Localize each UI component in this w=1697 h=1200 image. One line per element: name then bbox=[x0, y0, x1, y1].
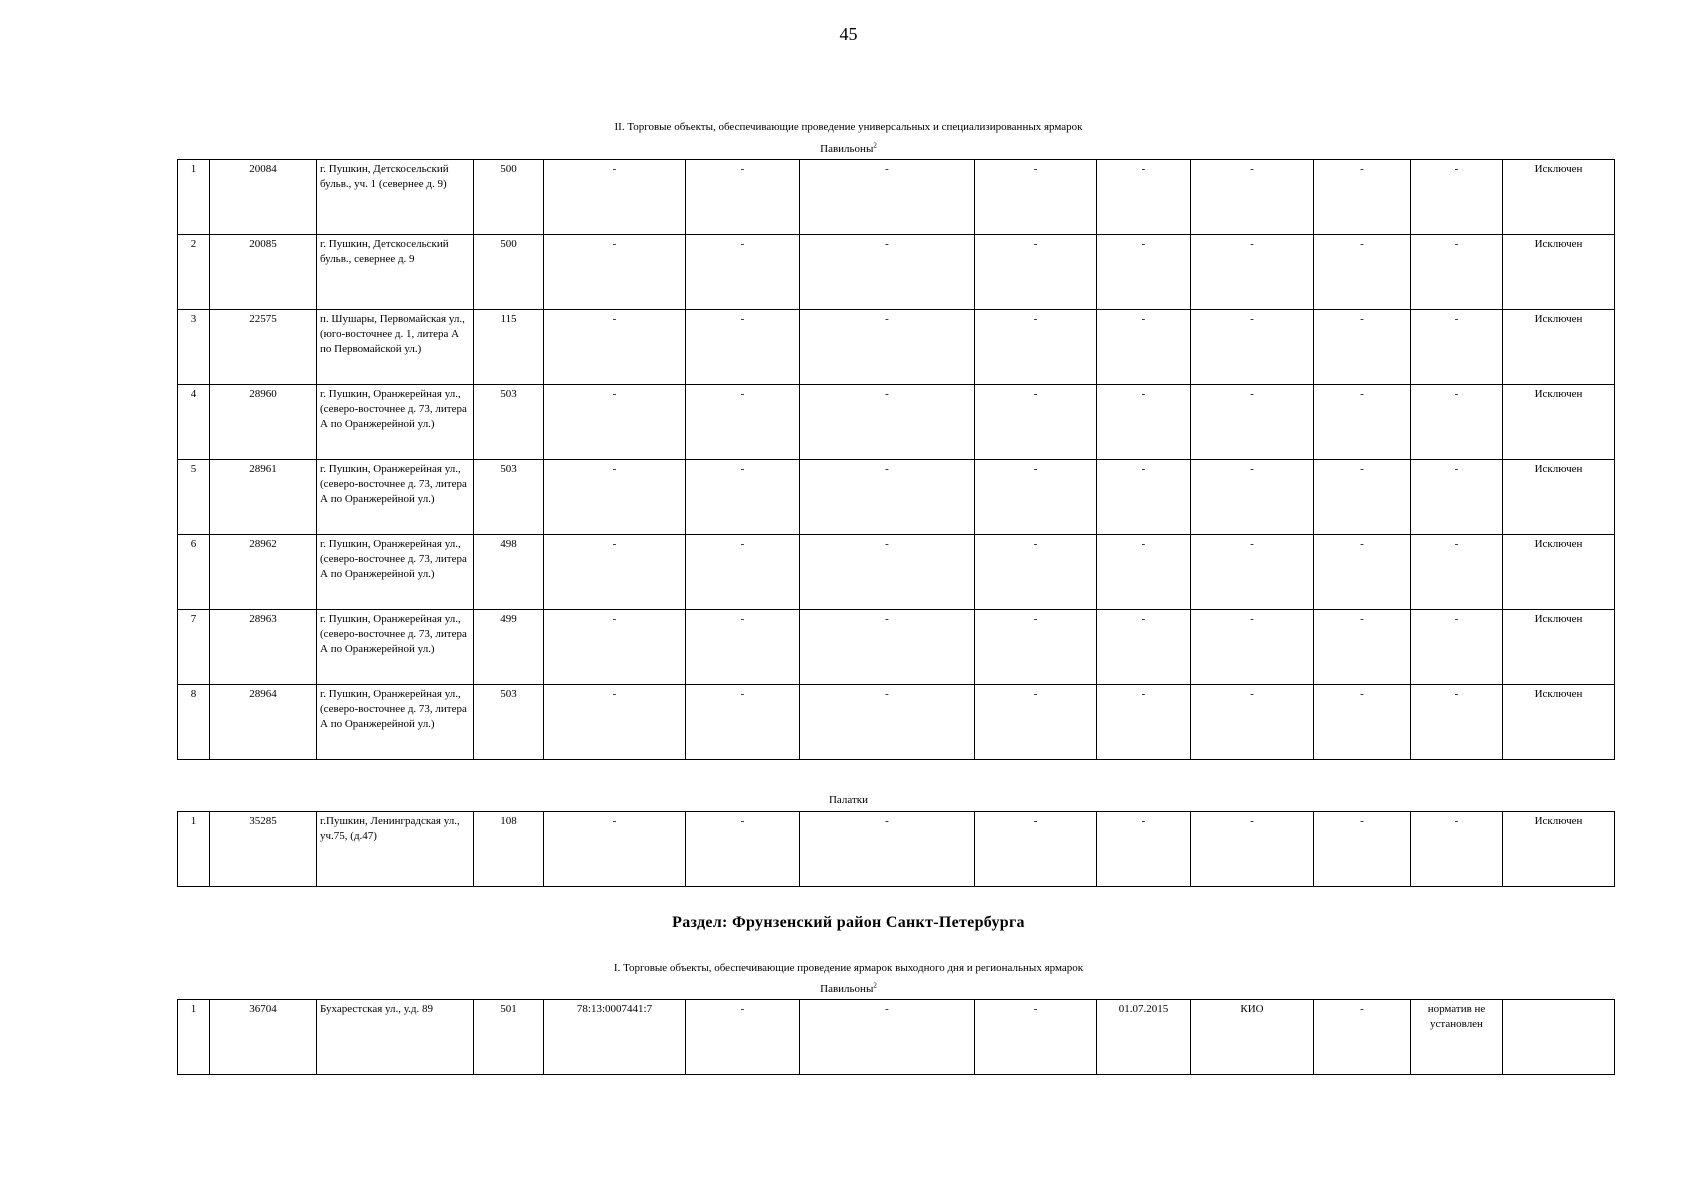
area-cell: 115 bbox=[474, 310, 544, 385]
row-number: 3 bbox=[178, 310, 210, 385]
row-number: 5 bbox=[178, 460, 210, 535]
row-number: 6 bbox=[178, 535, 210, 610]
col-6-cell: - bbox=[686, 385, 800, 460]
col-10-cell: - bbox=[1191, 460, 1314, 535]
address-cell: г. Пушкин, Оранжерейная ул., (северо-восточнее д. 73, литера А по Оранжерейной ул.) bbox=[317, 460, 474, 535]
address-cell: п. Шушары, Первомайская ул., (юго-восточнее д. 1, литера А по Первомайской ул.) bbox=[317, 310, 474, 385]
col-6-cell: - bbox=[686, 685, 800, 760]
col-10-cell: КИО bbox=[1191, 1000, 1314, 1075]
table-row bbox=[178, 160, 1615, 235]
col-9-cell: - bbox=[1097, 460, 1191, 535]
table-row bbox=[178, 1000, 1615, 1075]
col-9-cell: - bbox=[1097, 685, 1191, 760]
table-row bbox=[178, 385, 1615, 460]
col-8-cell: - bbox=[975, 535, 1097, 610]
col-9-cell: - bbox=[1097, 812, 1191, 887]
col-11-cell: - bbox=[1314, 685, 1411, 760]
footnote-mark-2: 2 bbox=[873, 981, 877, 990]
col-9-cell: - bbox=[1097, 610, 1191, 685]
col-6-cell: - bbox=[686, 535, 800, 610]
table-row bbox=[178, 310, 1615, 385]
col-6-cell: - bbox=[686, 235, 800, 310]
col-7-cell: - bbox=[800, 610, 975, 685]
col-8-cell: - bbox=[975, 235, 1097, 310]
table-row bbox=[178, 460, 1615, 535]
col-11-cell: - bbox=[1314, 1000, 1411, 1075]
col-10-cell: - bbox=[1191, 310, 1314, 385]
col-5-cell: - bbox=[544, 460, 686, 535]
area-cell: 503 bbox=[474, 460, 544, 535]
col-10-cell: - bbox=[1191, 685, 1314, 760]
col-10-cell: - bbox=[1191, 812, 1314, 887]
object-id: 28960 bbox=[210, 385, 317, 460]
col-12-cell: - bbox=[1411, 235, 1503, 310]
pavilions-caption-2 bbox=[0, 983, 1697, 995]
row-number: 7 bbox=[178, 610, 210, 685]
col-11-cell: - bbox=[1314, 460, 1411, 535]
row-number: 1 bbox=[178, 160, 210, 235]
col-8-cell: - bbox=[975, 160, 1097, 235]
col-11-cell: - bbox=[1314, 235, 1411, 310]
address-cell: Бухарестская ул., у.д. 89 bbox=[317, 1000, 474, 1075]
section-caption-ii: II. Торговые объекты, обеспечивающие проведение универсальных и специализированных ярмарок bbox=[614, 121, 1083, 133]
col-8-cell: - bbox=[975, 310, 1097, 385]
status-cell: Исключен bbox=[1503, 812, 1615, 887]
col-8-cell: - bbox=[975, 610, 1097, 685]
col-9-cell: - bbox=[1097, 160, 1191, 235]
address-cell: г. Пушкин, Оранжерейная ул., (северо-восточнее д. 73, литера А по Оранжерейной ул.) bbox=[317, 685, 474, 760]
table-row bbox=[178, 535, 1615, 610]
col-5-cell: - bbox=[544, 385, 686, 460]
col-6-cell: - bbox=[686, 160, 800, 235]
object-id: 28961 bbox=[210, 460, 317, 535]
col-11-cell: - bbox=[1314, 812, 1411, 887]
address-cell: г. Пушкин, Оранжерейная ул., (северо-восточнее д. 73, литера А по Оранжерейной ул.) bbox=[317, 385, 474, 460]
area-cell: 499 bbox=[474, 610, 544, 685]
col-9-cell: - bbox=[1097, 535, 1191, 610]
address-cell: г.Пушкин, Ленинградская ул., уч.75, (д.47) bbox=[317, 812, 474, 887]
col-5-cell: - bbox=[544, 610, 686, 685]
col-7-cell: - bbox=[800, 1000, 975, 1075]
col-9-cell: - bbox=[1097, 310, 1191, 385]
row-number: 8 bbox=[178, 685, 210, 760]
area-cell: 498 bbox=[474, 535, 544, 610]
col-11-cell: - bbox=[1314, 535, 1411, 610]
col-10-cell: - bbox=[1191, 610, 1314, 685]
col-10-cell: - bbox=[1191, 235, 1314, 310]
col-6-cell: - bbox=[686, 310, 800, 385]
status-cell: Исключен bbox=[1503, 535, 1615, 610]
section-caption-i: I. Торговые объекты, обеспечивающие проведение ярмарок выходного дня и региональных ярмарок bbox=[613, 962, 1084, 974]
col-10-cell: - bbox=[1191, 160, 1314, 235]
col-5-cell: - bbox=[544, 535, 686, 610]
col-7-cell: - bbox=[800, 160, 975, 235]
address-cell: г. Пушкин, Оранжерейная ул., (северо-восточнее д. 73, литера А по Оранжерейной ул.) bbox=[317, 610, 474, 685]
table-row bbox=[178, 685, 1615, 760]
col-10-cell: - bbox=[1191, 385, 1314, 460]
address-cell: г. Пушкин, Детскосельский бульв., севернее д. 9 bbox=[317, 235, 474, 310]
col-5-cell: - bbox=[544, 685, 686, 760]
col-11-cell: - bbox=[1314, 310, 1411, 385]
row-number: 2 bbox=[178, 235, 210, 310]
col-9-cell: - bbox=[1097, 235, 1191, 310]
pavilions-caption-2-text: Павильоны bbox=[820, 983, 874, 995]
object-id: 28964 bbox=[210, 685, 317, 760]
object-id: 20085 bbox=[210, 235, 317, 310]
status-cell: Исключен bbox=[1503, 610, 1615, 685]
object-id: 35285 bbox=[210, 812, 317, 887]
col-6-cell: - bbox=[686, 460, 800, 535]
col-7-cell: - bbox=[800, 685, 975, 760]
col-9-cell: - bbox=[1097, 385, 1191, 460]
area-cell: 503 bbox=[474, 385, 544, 460]
page-number: 45 bbox=[839, 24, 858, 44]
col-8-cell: - bbox=[975, 460, 1097, 535]
table-row bbox=[178, 610, 1615, 685]
object-id: 28963 bbox=[210, 610, 317, 685]
col-12-cell: - bbox=[1411, 460, 1503, 535]
status-cell: Исключен bbox=[1503, 160, 1615, 235]
col-11-cell: - bbox=[1314, 385, 1411, 460]
col-6-cell: - bbox=[686, 1000, 800, 1075]
col-6-cell: - bbox=[686, 610, 800, 685]
col-7-cell: - bbox=[800, 460, 975, 535]
address-cell: г. Пушкин, Оранжерейная ул., (северо-восточнее д. 73, литера А по Оранжерейной ул.) bbox=[317, 535, 474, 610]
col-7-cell: - bbox=[800, 812, 975, 887]
row-number: 4 bbox=[178, 385, 210, 460]
address-cell: г. Пушкин, Детскосельский бульв., уч. 1 (севернее д. 9) bbox=[317, 160, 474, 235]
row-number: 1 bbox=[178, 1000, 210, 1075]
col-5-cell: - bbox=[544, 235, 686, 310]
status-cell bbox=[1503, 1000, 1615, 1075]
pavilions-caption bbox=[0, 143, 1697, 155]
status-cell: Исключен bbox=[1503, 460, 1615, 535]
col-12-cell: - bbox=[1411, 812, 1503, 887]
col-12-cell: - bbox=[1411, 535, 1503, 610]
col-8-cell: - bbox=[975, 385, 1097, 460]
object-id: 36704 bbox=[210, 1000, 317, 1075]
status-cell: Исключен bbox=[1503, 385, 1615, 460]
col-8-cell: - bbox=[975, 685, 1097, 760]
object-id: 20084 bbox=[210, 160, 317, 235]
col-5-cell: - bbox=[544, 310, 686, 385]
object-id: 22575 bbox=[210, 310, 317, 385]
status-cell: Исключен bbox=[1503, 685, 1615, 760]
col-10-cell: - bbox=[1191, 535, 1314, 610]
status-cell: Исключен bbox=[1503, 235, 1615, 310]
area-cell: 108 bbox=[474, 812, 544, 887]
col-7-cell: - bbox=[800, 310, 975, 385]
table-row bbox=[178, 235, 1615, 310]
col-12-cell: - bbox=[1411, 160, 1503, 235]
col-12-cell: - bbox=[1411, 685, 1503, 760]
col-12-cell: норматив не установлен bbox=[1411, 1000, 1503, 1075]
col-11-cell: - bbox=[1314, 610, 1411, 685]
col-5-cell: 78:13:0007441:7 bbox=[544, 1000, 686, 1075]
area-cell: 503 bbox=[474, 685, 544, 760]
col-8-cell: - bbox=[975, 1000, 1097, 1075]
col-5-cell: - bbox=[544, 160, 686, 235]
status-cell: Исключен bbox=[1503, 310, 1615, 385]
row-number: 1 bbox=[178, 812, 210, 887]
object-id: 28962 bbox=[210, 535, 317, 610]
col-12-cell: - bbox=[1411, 310, 1503, 385]
footnote-mark: 2 bbox=[873, 141, 877, 150]
tents-caption: Палатки bbox=[828, 794, 869, 806]
col-7-cell: - bbox=[800, 385, 975, 460]
col-7-cell: - bbox=[800, 235, 975, 310]
area-cell: 500 bbox=[474, 160, 544, 235]
col-11-cell: - bbox=[1314, 160, 1411, 235]
area-cell: 500 bbox=[474, 235, 544, 310]
area-cell: 501 bbox=[474, 1000, 544, 1075]
col-7-cell: - bbox=[800, 535, 975, 610]
col-12-cell: - bbox=[1411, 610, 1503, 685]
col-8-cell: - bbox=[975, 812, 1097, 887]
table-row bbox=[178, 812, 1615, 887]
pavilions-table bbox=[177, 159, 1615, 760]
tents-table bbox=[177, 811, 1615, 887]
col-5-cell: - bbox=[544, 812, 686, 887]
frunze-pavilions-table bbox=[177, 999, 1615, 1075]
col-12-cell: - bbox=[1411, 385, 1503, 460]
col-6-cell: - bbox=[686, 812, 800, 887]
pavilions-caption-text: Павильоны bbox=[820, 143, 874, 155]
section-heading: Раздел: Фрунзенский район Санкт-Петербурга bbox=[672, 914, 1025, 931]
col-9-cell: 01.07.2015 bbox=[1097, 1000, 1191, 1075]
